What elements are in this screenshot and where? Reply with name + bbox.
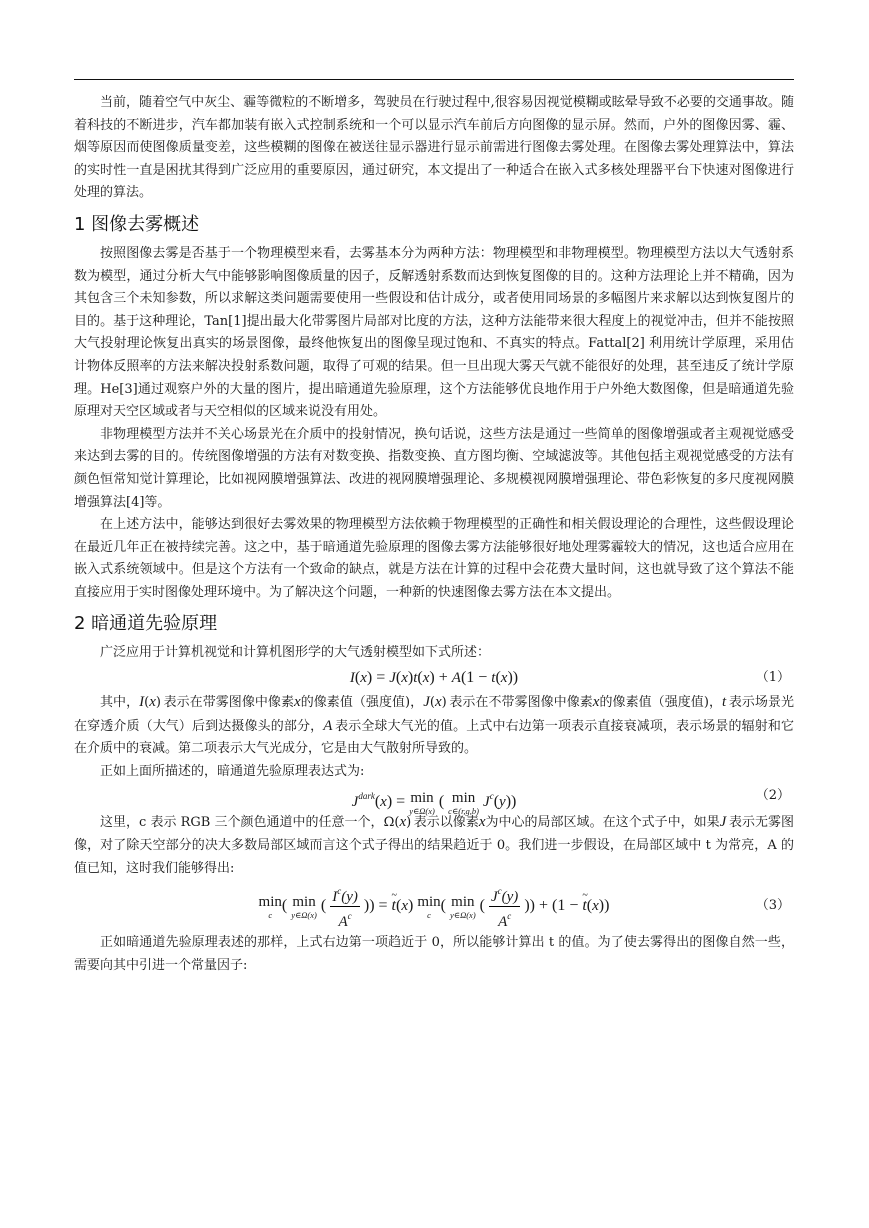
- equation-3: [74, 880, 794, 932]
- section-2-heading: 2 暗通道先验原理: [74, 613, 218, 635]
- section-2-paragraph-3: 正如上面所描述的，暗通道先验原理表达式为:: [100, 763, 365, 779]
- intro-paragraph: 当前，随着空气中灰尘、霾等微粒的不断增多，驾驶员在行驶过程中,很容易因视觉模糊或眩晕导致不必要的交通事故。随着科技的不断进步，汽车都加装有嵌入式控制系统和一个可以显示汽车前后方向图像的显示屏。然而，户外的图像因雾、霾、烟等原因而使图像质量变差，这些模糊的图像在被送往显示器进行显示前需进行图像去雾处理。在图像去雾处理算法中，算法的实时性一直是困扰其得到广泛应用的重要原因，通过研究，本文提出了一种适合在嵌入式多核处理器平台下快速对图像进行处理的算法。: [74, 95, 794, 201]
- section-2-paragraph-5: 正如暗通道先验原理表述的那样，上式右边第一项趋近于 0，所以能够计算出 t 的值。为了使去雾得出的图像自然一些，需要向其中引进一个常量因子:: [74, 935, 794, 973]
- equation-2: [74, 783, 794, 816]
- equation-2-formula: $J^{dark}(x)$ = min y∈Ω(x) ( min c∈(r,g,b) $J^c(y)$): [351, 789, 517, 816]
- section-1-paragraph-2: 非物理模型方法并不关心场景光在介质中的投射情况，换句话说，这些方法是通过一些简单的图像增强或者主观视觉感受来达到去雾的目的。传统图像增强的方法有对数变换、指数变换、直方图均衡、空域滤波等。其他包括主观视觉感受的方法有颜色恒常知觉计算理论，比如视网膜增强算法、改进的视网膜增强理论、多规模视网膜增强理论、带色彩恢复的多尺度视网膜增强算法[4]等。: [74, 426, 794, 510]
- header-rule: [74, 79, 794, 80]
- section-1-paragraph-1: 按照图像去雾是否基于一个物理模型来看，去雾基本分为两种方法：物理模型和非物理模型。物理模型方法以大气透射系数为模型，通过分析大气中能够影响图像质量的因子，反解透射系数而达到恢复图像的目的。这种方法理论上并不精确，因为其包含三个未知参数，所以求解这类问题需要使用一些假设和估计成分，或者使用同场景的多幅图片来求解以达到恢复图片的目的。基于这种理论，Tan[1]提出最大化带雾图片局部对比度的方法，这种方法能带来很大程度上的视觉冲击，但并不能按照大气投射理论恢复出真实的场景图像，最终他恢复出的图像呈现过饱和、不真实的特点。Fattal[2] 利用统计学原理，采用估计物体反照率的方法来解决投射系数问题，取得了可观的结果。但一旦出现大雾天气就不能很好的处理，甚至违反了统计学原理。He[3]通过观察户外的大量的图片，提出暗通道先验原理，这个方法能够优良地作用于户外绝大数图像，但是暗通道先验原理对天空区域或者与天空相似的区域来说没有用处。: [74, 245, 794, 420]
- equation-1-number: （1）: [755, 670, 790, 686]
- section-2-paragraph-1: 广泛应用于计算机视觉和计算机图形学的大气透射模型如下式所述：: [100, 645, 491, 661]
- page-body: [74, 92, 794, 977]
- section-2-paragraph-4: 这里，c 表示 RGB 三个颜色通道中的任意一个，Ω(x) 表示以像素x为中心的局部区域。在这个式子中，如果J 表示无雾图像，对了除天空部分的决大多数局部区域而言这个式子得出的结果趋近于 0。我们进一步假设，在局部区域中 t 为常亮，A 的值已知，这时我们能够得出:: [74, 814, 794, 876]
- section-1-paragraph-3: 在上述方法中，能够达到很好去雾效果的物理模型方法依赖于物理模型的正确性和相关假设理论的合理性，这些假设理论在最近几年正在被持续完善。这之中，基于暗通道先验原理的图像去雾方法能够很好地处理雾霾较大的情况，这也适合应用在嵌入式系统领域中。但是这个方法有一个致命的缺点，就是方法在计算的过程中会花费大量时间，这也就导致了这个算法不能直接应用于实时图像处理环境中。为了解决这个问题，一种新的快速图像去雾方法在本文提出。: [74, 517, 794, 600]
- equation-2-number: （2）: [755, 788, 790, 804]
- equation-1-formula: I(x) = J(x)t(x) + A(1 − t(x)): [349, 669, 519, 687]
- equation-1: [74, 665, 794, 691]
- section-1-heading: 1 图像去雾概述: [74, 213, 200, 235]
- equation-3-number: （3）: [755, 898, 790, 914]
- section-2-paragraph-2: 其中，I(x) 表示在带雾图像中像素x的像素值（强度值)，J(x) 表示在不带雾图像中像素x的像素值（强度值)，t 表示场景光在穿透介质（大气）后到达摄像头的部分，A 表示全球大气光的值。上式中右边第一项表示直接衰减项，表示场景的辐射和它在介质中的衰减。第二项表示大气光成分，它是由大气散射所导致的。: [74, 694, 794, 757]
- equation-3-formula: min c ( min y∈Ω(x) ( $\frac{I^c(y)}{A^c}$ )) = ~ t(x) min c ( min y∈Ω(x) ( $\frac{J^c(y)}{A^c}$ )) + (1 − ~ t(x)): [74, 880, 794, 932]
